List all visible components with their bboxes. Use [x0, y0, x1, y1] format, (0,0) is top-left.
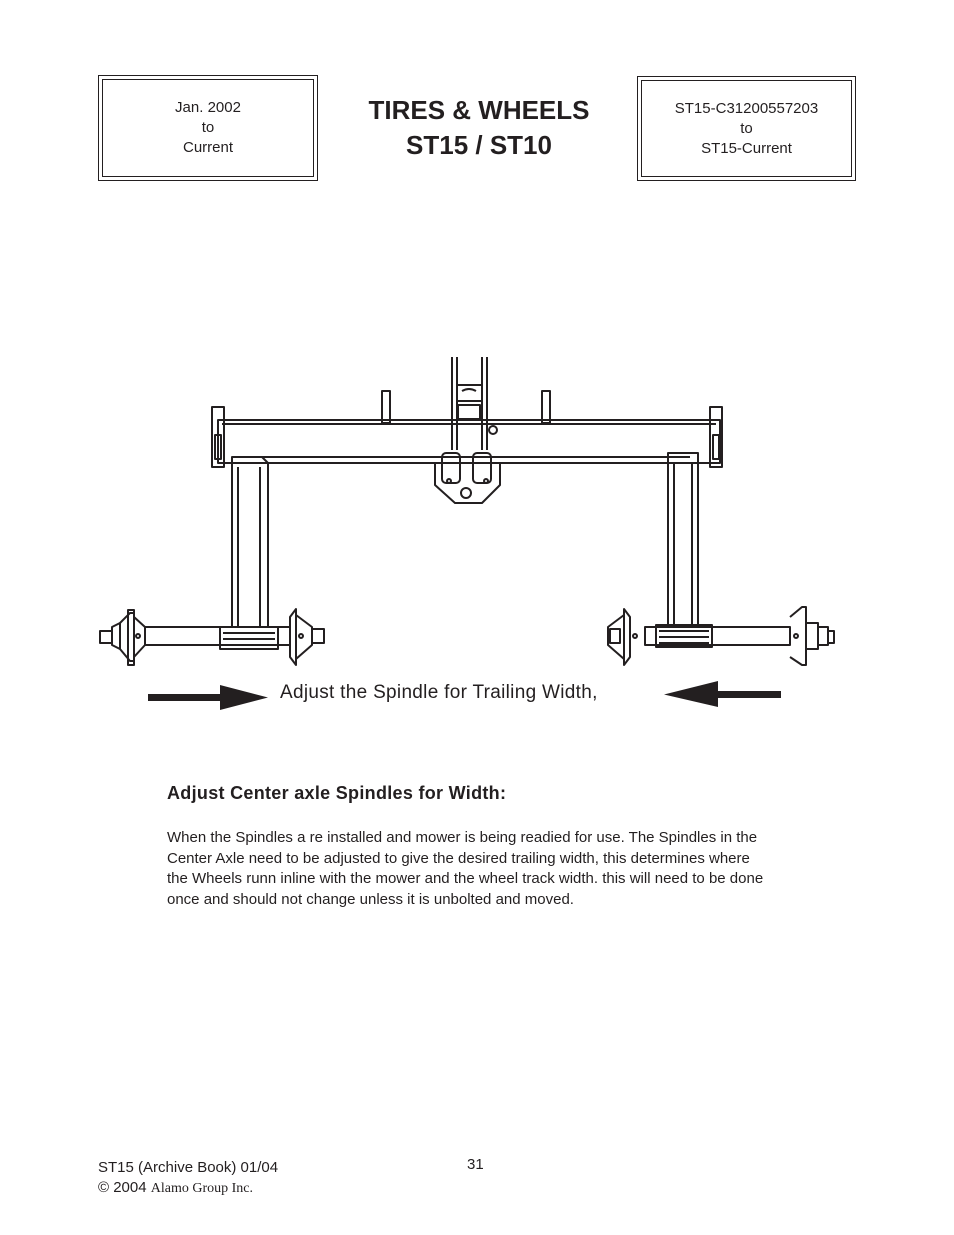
footer-book-reference: ST15 (Archive Book) 01/04	[98, 1159, 279, 1176]
left-spindle-leg	[220, 457, 278, 649]
page-number: 31	[467, 1156, 484, 1173]
serial-range-start: ST15-C31200557203	[674, 99, 819, 117]
date-range-start: Jan. 2002	[175, 99, 241, 116]
paragraph-line: once and should not change unless it is unbolted and moved.	[167, 890, 574, 908]
copyright-holder: Alamo Group Inc.	[150, 1181, 254, 1196]
page-title	[330, 93, 628, 163]
diagram-caption: Adjust the Spindle for Trailing Width,	[280, 682, 598, 703]
page-title-line2: ST15 / ST10	[406, 130, 552, 160]
main-crossbar	[212, 391, 722, 467]
date-range-box	[98, 75, 318, 181]
serial-range-end: ST15-Current	[701, 139, 792, 157]
copyright-year: © 2004	[98, 1179, 147, 1196]
paragraph-line: Center Axle need to be adjusted to give the desired trailing width, this determines where	[167, 849, 750, 867]
instruction-paragraph	[167, 828, 837, 910]
center-pivot	[435, 453, 500, 503]
arrow-right-icon	[148, 685, 268, 710]
footer-info	[98, 1158, 278, 1199]
left-axle	[100, 609, 324, 665]
right-spindle-leg	[656, 453, 712, 647]
paragraph-line: the Wheels runn inline with the mower and the wheel track width. this will need to be done	[167, 870, 764, 887]
serial-range-box	[637, 76, 856, 181]
axle-diagram	[90, 345, 850, 725]
serial-range-to: to	[740, 119, 753, 137]
serial-range-inner	[641, 80, 852, 177]
footer-copyright	[98, 1178, 278, 1199]
paragraph-line: When the Spindles a re installed and mower is being readied for use. The Spindles in the	[167, 829, 758, 846]
arrow-left-icon	[664, 681, 781, 707]
date-range-to: to	[201, 119, 215, 136]
hitch-tongue	[452, 357, 497, 450]
right-axle	[608, 607, 834, 665]
date-range-inner	[102, 79, 314, 177]
date-range-end: Current	[182, 139, 234, 156]
page-title-line1: TIRES & WHEELS	[368, 95, 590, 125]
section-heading: Adjust Center axle Spindles for Width:	[167, 783, 507, 803]
